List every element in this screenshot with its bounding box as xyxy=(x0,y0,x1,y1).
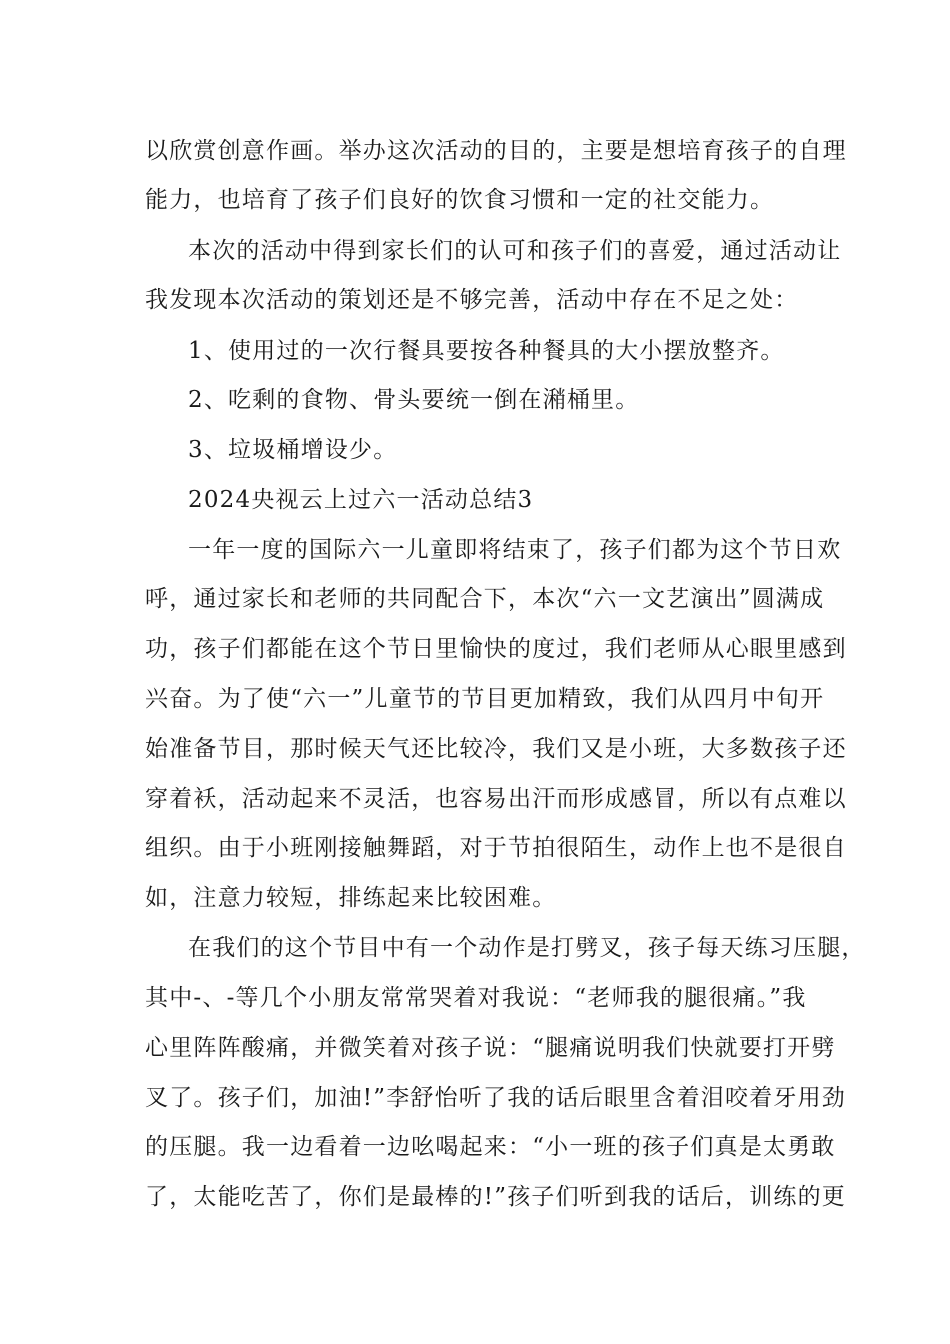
text-line: 我发现本次活动的策划还是不够完善，活动中存在不足之处： xyxy=(145,287,799,313)
text-line: 呼，通过家长和老师的共同配合下，本次“六一文艺演出”圆满成 xyxy=(145,586,825,612)
paragraph-first-line: 在我们的这个节目中有一个动作是打劈叉，孩子每天练习压腿， xyxy=(188,935,866,961)
text-line: 了，太能吃苦了，你们是最棒的!”孩子们听到我的话后，训练的更 xyxy=(145,1184,847,1210)
text-line: 穿着袄，活动起来不灵活，也容易出汗而形成感冒，所以有点难以 xyxy=(145,786,847,812)
text-line: 其中-、-等几个小朋友常常哭着对我说：“老师我的腿很痛。”我 xyxy=(145,985,807,1011)
section-heading: 2024央视云上过六一活动总结3 xyxy=(188,487,534,513)
text-line: 组织。由于小班刚接触舞蹈，对于节拍很陌生，动作上也不是很自 xyxy=(145,835,847,861)
text-line: 能力，也培育了孩子们良好的饮食习惯和一定的社交能力。 xyxy=(145,187,775,213)
list-item-3: 3、垃圾桶增设少。 xyxy=(188,437,398,463)
paragraph-first-line: 本次的活动中得到家长们的认可和孩子们的喜爱，通过活动让 xyxy=(188,238,842,264)
text-line: 叉了。孩子们，加油!”李舒怡听了我的话后眼里含着泪咬着牙用劲 xyxy=(145,1085,847,1111)
text-line: 以欣赏创意作画。举办这次活动的目的，主要是想培育孩子的自理 xyxy=(145,138,847,164)
text-line: 的压腿。我一边看着一边吆喝起来：“小一班的孩子们真是太勇敢 xyxy=(145,1134,836,1160)
paragraph-first-line: 一年一度的国际六一儿童即将结束了，孩子们都为这个节日欢 xyxy=(188,537,842,563)
text-line: 兴奋。为了使“六一”儿童节的节目更加精致，我们从四月中旬开 xyxy=(145,686,825,712)
list-item-1: 1、使用过的一次行餐具要按各种餐具的大小摆放整齐。 xyxy=(188,338,785,364)
text-line: 如，注意力较短，排练起来比较困难。 xyxy=(145,885,557,911)
text-line: 始准备节目，那时候天气还比较冷，我们又是小班，大多数孩子还 xyxy=(145,736,847,762)
text-line: 功，孩子们都能在这个节日里愉快的度过，我们老师从心眼里感到 xyxy=(145,636,847,662)
text-line: 心里阵阵酸痛，并微笑着对孩子说：“腿痛说明我们快就要打开劈 xyxy=(145,1035,836,1061)
list-item-2: 2、吃剩的食物、骨头要统一倒在潲桶里。 xyxy=(188,387,640,413)
